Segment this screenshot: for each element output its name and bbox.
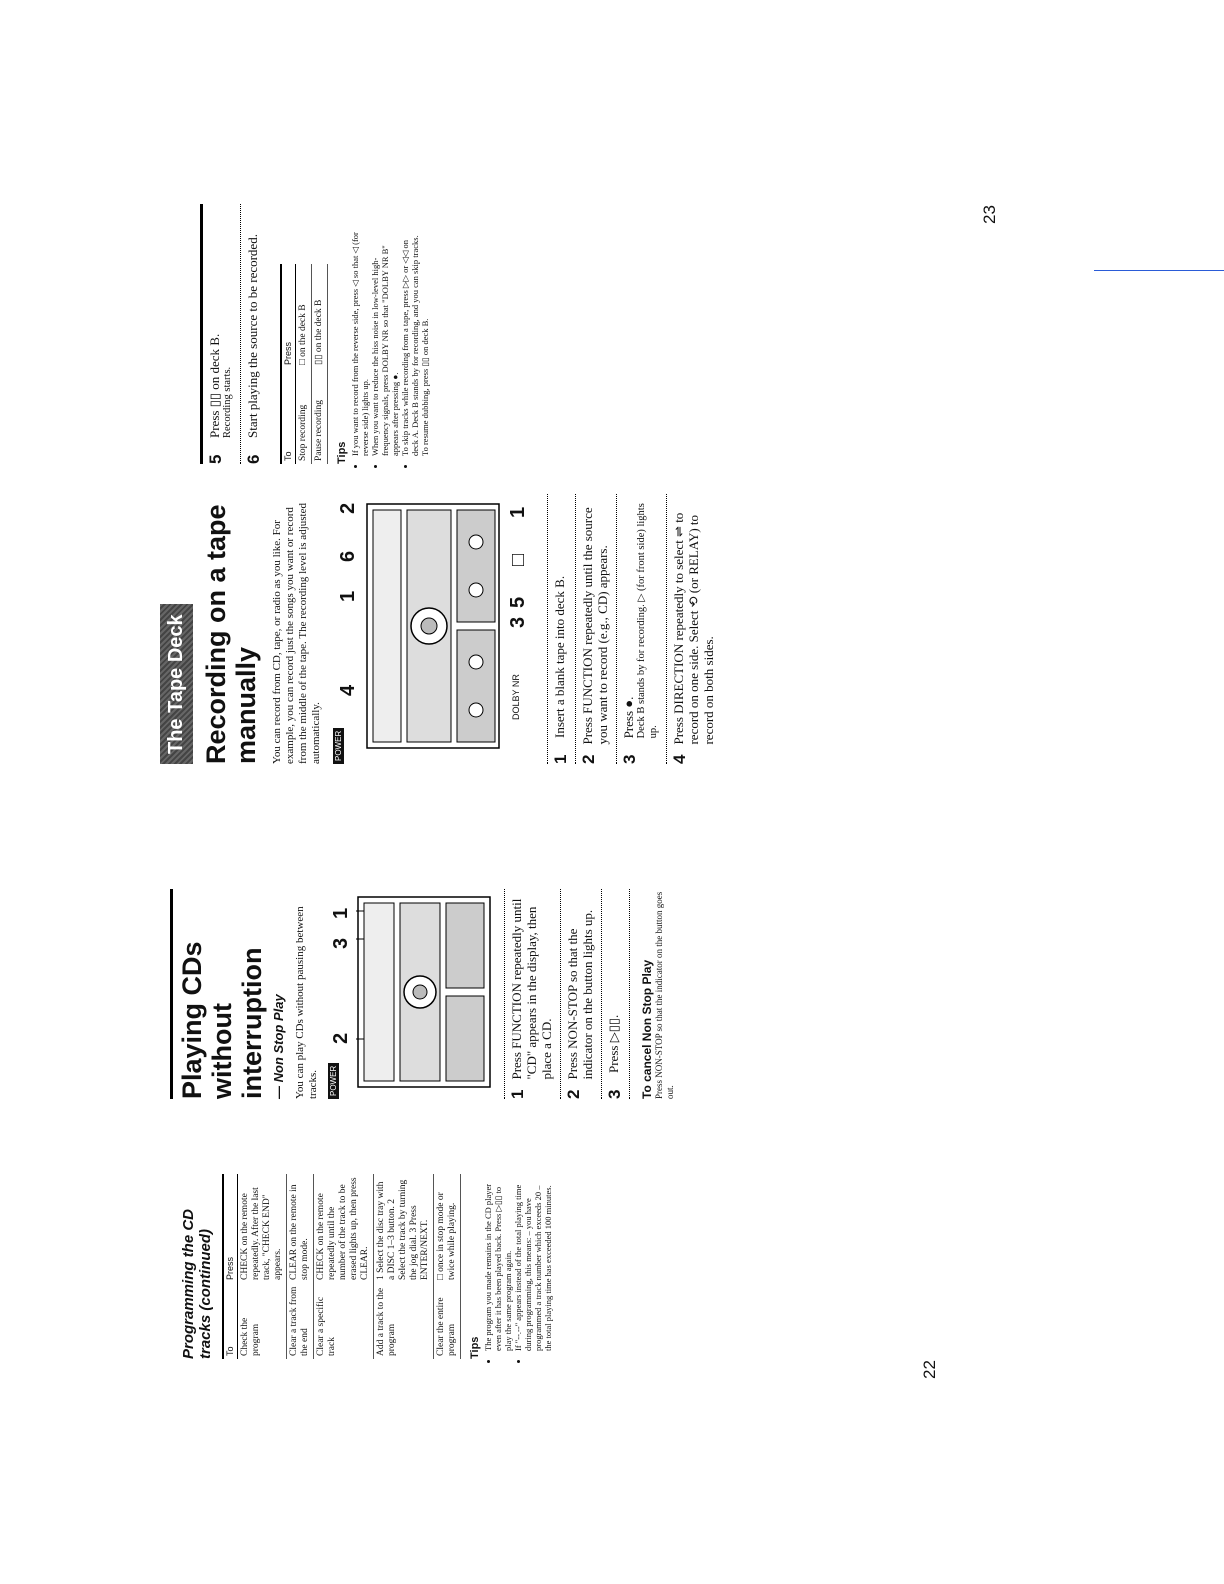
row-to: Clear a specific track [314, 1283, 374, 1359]
row-press: □ on the deck B [296, 264, 312, 368]
section-banner: The Tape Deck [160, 604, 193, 764]
programming-table [222, 1174, 461, 1359]
callout-label: 2 [337, 502, 359, 514]
dolby-label: DOLBY NR [511, 674, 521, 720]
recording-continued [200, 204, 430, 464]
step-text: Press DIRECTION repeatedly to select ⇌ to record on one side. Select ⟲ (or RELAY) to record on both sides. [671, 512, 716, 745]
step-number: 3 [605, 1089, 624, 1099]
col-to-header: To [281, 368, 296, 464]
step-subtext: Recording starts. [222, 366, 233, 438]
power-badge: POWER [328, 1063, 339, 1099]
callout-label: □ [507, 553, 529, 566]
step-text: Start playing the source to be recorded. [245, 234, 260, 438]
list-item [240, 204, 268, 464]
list-item: • If you want to record from the reverse side, press ◁ so that ◁ (for reverse side) lights up. [350, 226, 370, 456]
row-to: Clear a track from the end [287, 1283, 314, 1359]
step-text: Press ▯▯ on deck B. [207, 333, 222, 438]
table-row [296, 264, 312, 464]
step-text: Insert a blank tape into deck B. [552, 575, 567, 738]
list-item [203, 204, 240, 464]
row-to: Stop recording [296, 368, 312, 464]
table-row [434, 1174, 461, 1359]
list-item: • The program you made remains in the CD player even after it has been played back. Press ▷▯▯ to play the same program again. [483, 1174, 513, 1351]
list-item [616, 494, 666, 764]
list-item [601, 889, 629, 1099]
steps-list [504, 889, 630, 1099]
recording-table [280, 264, 328, 464]
table-row [374, 1174, 434, 1359]
row-to: Check the program [238, 1283, 287, 1359]
intro-text: You can record from CD, tape, or radio as you like. For example, you can record just the songs you want or record from the middle of the tape. The recording level is adjusted automatically. [271, 503, 322, 764]
programming-section [180, 1174, 553, 1359]
step-number: 5 [206, 454, 225, 464]
tips-list [483, 1174, 553, 1359]
power-badge: POWER [333, 728, 344, 764]
table-row [314, 1174, 374, 1359]
stereo-deck-icon [365, 500, 503, 750]
col-press-header: Press [281, 264, 296, 368]
tips-title: Tips [336, 441, 348, 464]
row-press: □ once in stop mode or twice while playing. [434, 1174, 461, 1283]
cancel-title: To cancel Non Stop Play [640, 959, 654, 1099]
list-item [547, 494, 575, 764]
row-to: Clear the entire program [434, 1283, 461, 1359]
callout-label: 5 [507, 596, 529, 608]
step-text: Press NON-STOP so that the indicator on the button lights up. [565, 909, 595, 1080]
list-item: • If "--.--" appears instead of the total playing time during programming, this means: – you have programmed a track number which exceeds 20 – the total playing time has exceeded 100 minutes. [513, 1174, 553, 1351]
list-item: • To skip tracks while recording from a tape, press ▷▷ or ◁◁ on deck A. Deck B stands by for recording, and you can skip tracks. To resume dubbing, press ▯▯ on deck B. [400, 226, 430, 456]
step-text: Press FUNCTION repeatedly until the source you want to record (e.g., CD) appears. [580, 507, 610, 745]
step-number: 2 [564, 1089, 583, 1099]
stereo-illustration [328, 889, 498, 1099]
deck-illustration [333, 494, 533, 764]
callout-label: 4 [337, 684, 359, 696]
col-press-header: Press [223, 1174, 238, 1283]
callout-label: 6 [337, 550, 359, 562]
list-item [666, 494, 722, 764]
step-number: 3 [620, 754, 639, 764]
tips-title: Tips [469, 1336, 481, 1359]
page-number: 22 [920, 1360, 939, 1379]
list-item: • When you want to reduce the hiss noise in low-level high-frequency signals, press DOLBY NR so that "DOLBY NR B" appears after pressing ●. [370, 226, 400, 456]
step-text: Press ▷▯▯. [606, 1014, 621, 1073]
row-press: ▯▯ on the deck B [312, 264, 328, 368]
table-row [238, 1174, 287, 1359]
section-rule [170, 889, 173, 1099]
cancel-text: Press NON-STOP so that the indicator on the button goes out. [654, 891, 675, 1099]
steps-list [547, 494, 722, 764]
stereo-unit-icon [356, 894, 496, 1089]
step-subtext: Deck B stands by for recording. ▷ (for front side) lights up. [636, 503, 659, 739]
step-number: 2 [579, 754, 598, 764]
callout-label: 1 [330, 907, 352, 919]
row-press: CHECK on the remote repeatedly. After the last track, "CHECK END" appears. [238, 1174, 287, 1283]
step-number: 1 [551, 754, 570, 764]
divider [1094, 270, 1224, 271]
page-title: Playing CDs without interruption [177, 941, 267, 1099]
programming-heading: Programming the CD tracks (continued) [180, 1208, 214, 1359]
nonstop-section [170, 889, 676, 1099]
page-number: 23 [980, 205, 999, 224]
table-row [312, 264, 328, 464]
list-item [575, 494, 616, 764]
page-subtitle: — Non Stop Play [271, 994, 286, 1099]
step-number: 4 [670, 754, 689, 764]
page-title: Recording on a tape manually [201, 504, 261, 764]
col-to-header: To [223, 1283, 238, 1359]
table-row [287, 1174, 314, 1359]
callout-label: 2 [330, 1032, 352, 1044]
step-text: Press ●. [621, 696, 636, 739]
callout-label: 1 [507, 506, 529, 518]
step-number: 6 [244, 454, 263, 464]
list-item [504, 889, 560, 1099]
row-press: CHECK on the remote repeatedly until the number of the track to be erased lights up, then press CLEAR. [314, 1174, 374, 1283]
step-number: 1 [508, 1089, 527, 1099]
row-to: Add a track to the program [374, 1283, 434, 1359]
callout-label: 3 [330, 937, 352, 949]
row-to: Pause recording [312, 368, 328, 464]
list-item [560, 889, 601, 1099]
callout-label: 3 [507, 616, 529, 628]
intro-text: You can play CDs without pausing between tracks. [294, 906, 319, 1099]
row-press: CLEAR on the remote in stop mode. [287, 1174, 314, 1283]
callout-label: 1 [337, 590, 359, 602]
row-press: 1 Select the disc tray with a DISC 1–3 button. 2 Select the track by turning the jog dial. 3 Press ENTER/NEXT. [374, 1174, 434, 1283]
tips-list [350, 226, 430, 464]
divider [629, 889, 630, 1099]
recording-section [160, 494, 722, 764]
step-text: Press FUNCTION repeatedly until "CD" appears in the display, then place a CD. [509, 898, 554, 1080]
